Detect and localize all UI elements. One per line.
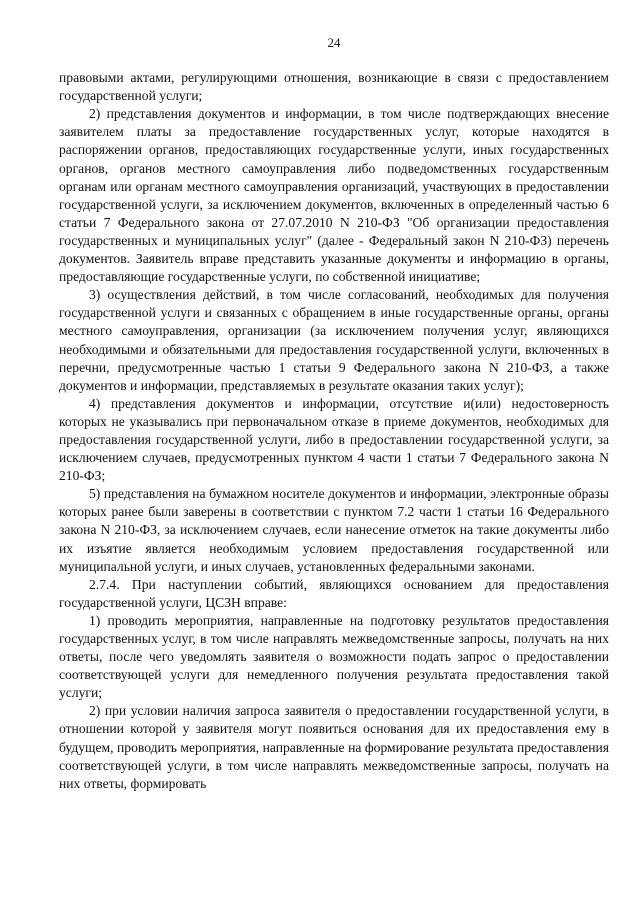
paragraph-item-3: 3) осуществления действий, в том числе согласований, необходимых для получения государственной услуги и связанных с обращением в иные государственные органы, органы местного самоуправления, организации (за исключением получения услуг, являющихся необходимыми и обязательными для предоставления государственной услуги, включенных в перечни, предусмотренные частью 1 статьи 9 Федерального закона N 210-ФЗ, а также документов и информации, представляемых в результате оказания таких услуг); <box>59 287 609 393</box>
paragraph-continuation: правовыми актами, регулирующими отношения, возникающие в связи с предоставлением государственной услуги; <box>59 70 609 104</box>
paragraph-subitem-2: 2) при условии наличия запроса заявителя о предоставлении государственной услуги, в отношении которой у заявителя могут появиться основания для их предоставления ему в будущем, проводить мероприятия, направленные на формирование результата предоставления соответствующей услуги, в том числе направлять межведомственные запросы, получать на них ответы, формировать <box>59 703 609 791</box>
document-page <box>59 34 609 793</box>
page-number: 24 <box>327 35 341 50</box>
paragraph-section-2-7-4: 2.7.4. При наступлении событий, являющихся основанием для предоставления государственной услуги, ЦСЗН вправе: <box>59 576 609 610</box>
paragraph-item-2: 2) представления документов и информации, в том числе подтверждающих внесение заявителем платы за предоставление государственных услуг, которые находятся в распоряжении органов, предоставляющих государственные услуги, иных государственных органов, органов местного самоуправления либо подведомственных государственным органам или органам местного самоуправления организаций, участвующих в предоставлении государственной услуги, за исключением документов, включенных в определенный частью 6 статьи 7 Федерального закона от 27.07.2010 N 210-ФЗ "Об организации предоставления государственных и муниципальных услуг" (далее - Федеральный закон N 210-ФЗ) перечень документов. Заявитель вправе представить указанные документы и информацию в органы, предоставляющие государственные услуги, по собственной инициативе; <box>59 106 609 285</box>
paragraph-subitem-1: 1) проводить мероприятия, направленные на подготовку результатов предоставления государственных услуг, в том числе направлять межведомственные запросы, получать на них ответы, после чего уведомлять заявителя о возможности подать запрос о предоставлении соответствующей услуги для немедленного получения результата предоставления такой услуги; <box>59 612 609 701</box>
paragraph-item-4: 4) представления документов и информации, отсутствие и(или) недостоверность которых не указывались при первоначальном отказе в приеме документов, необходимых для предоставления государственной услуги, либо в предоставлении государственной услуги, за исключением случаев, предусмотренных пунктом 4 части 1 статьи 7 Федерального закона N 210-ФЗ; <box>59 395 609 484</box>
paragraph-item-5: 5) представления на бумажном носителе документов и информации, электронные образы которых ранее были заверены в соответствии с пунктом 7.2 части 1 статьи 16 Федерального закона N 210-ФЗ, за исключением случаев, если нанесение отметок на такие документы либо их изъятие является необходимым условием предоставления государственной или муниципальной услуги, и иных случаев, установленных федеральными законами. <box>59 486 609 574</box>
